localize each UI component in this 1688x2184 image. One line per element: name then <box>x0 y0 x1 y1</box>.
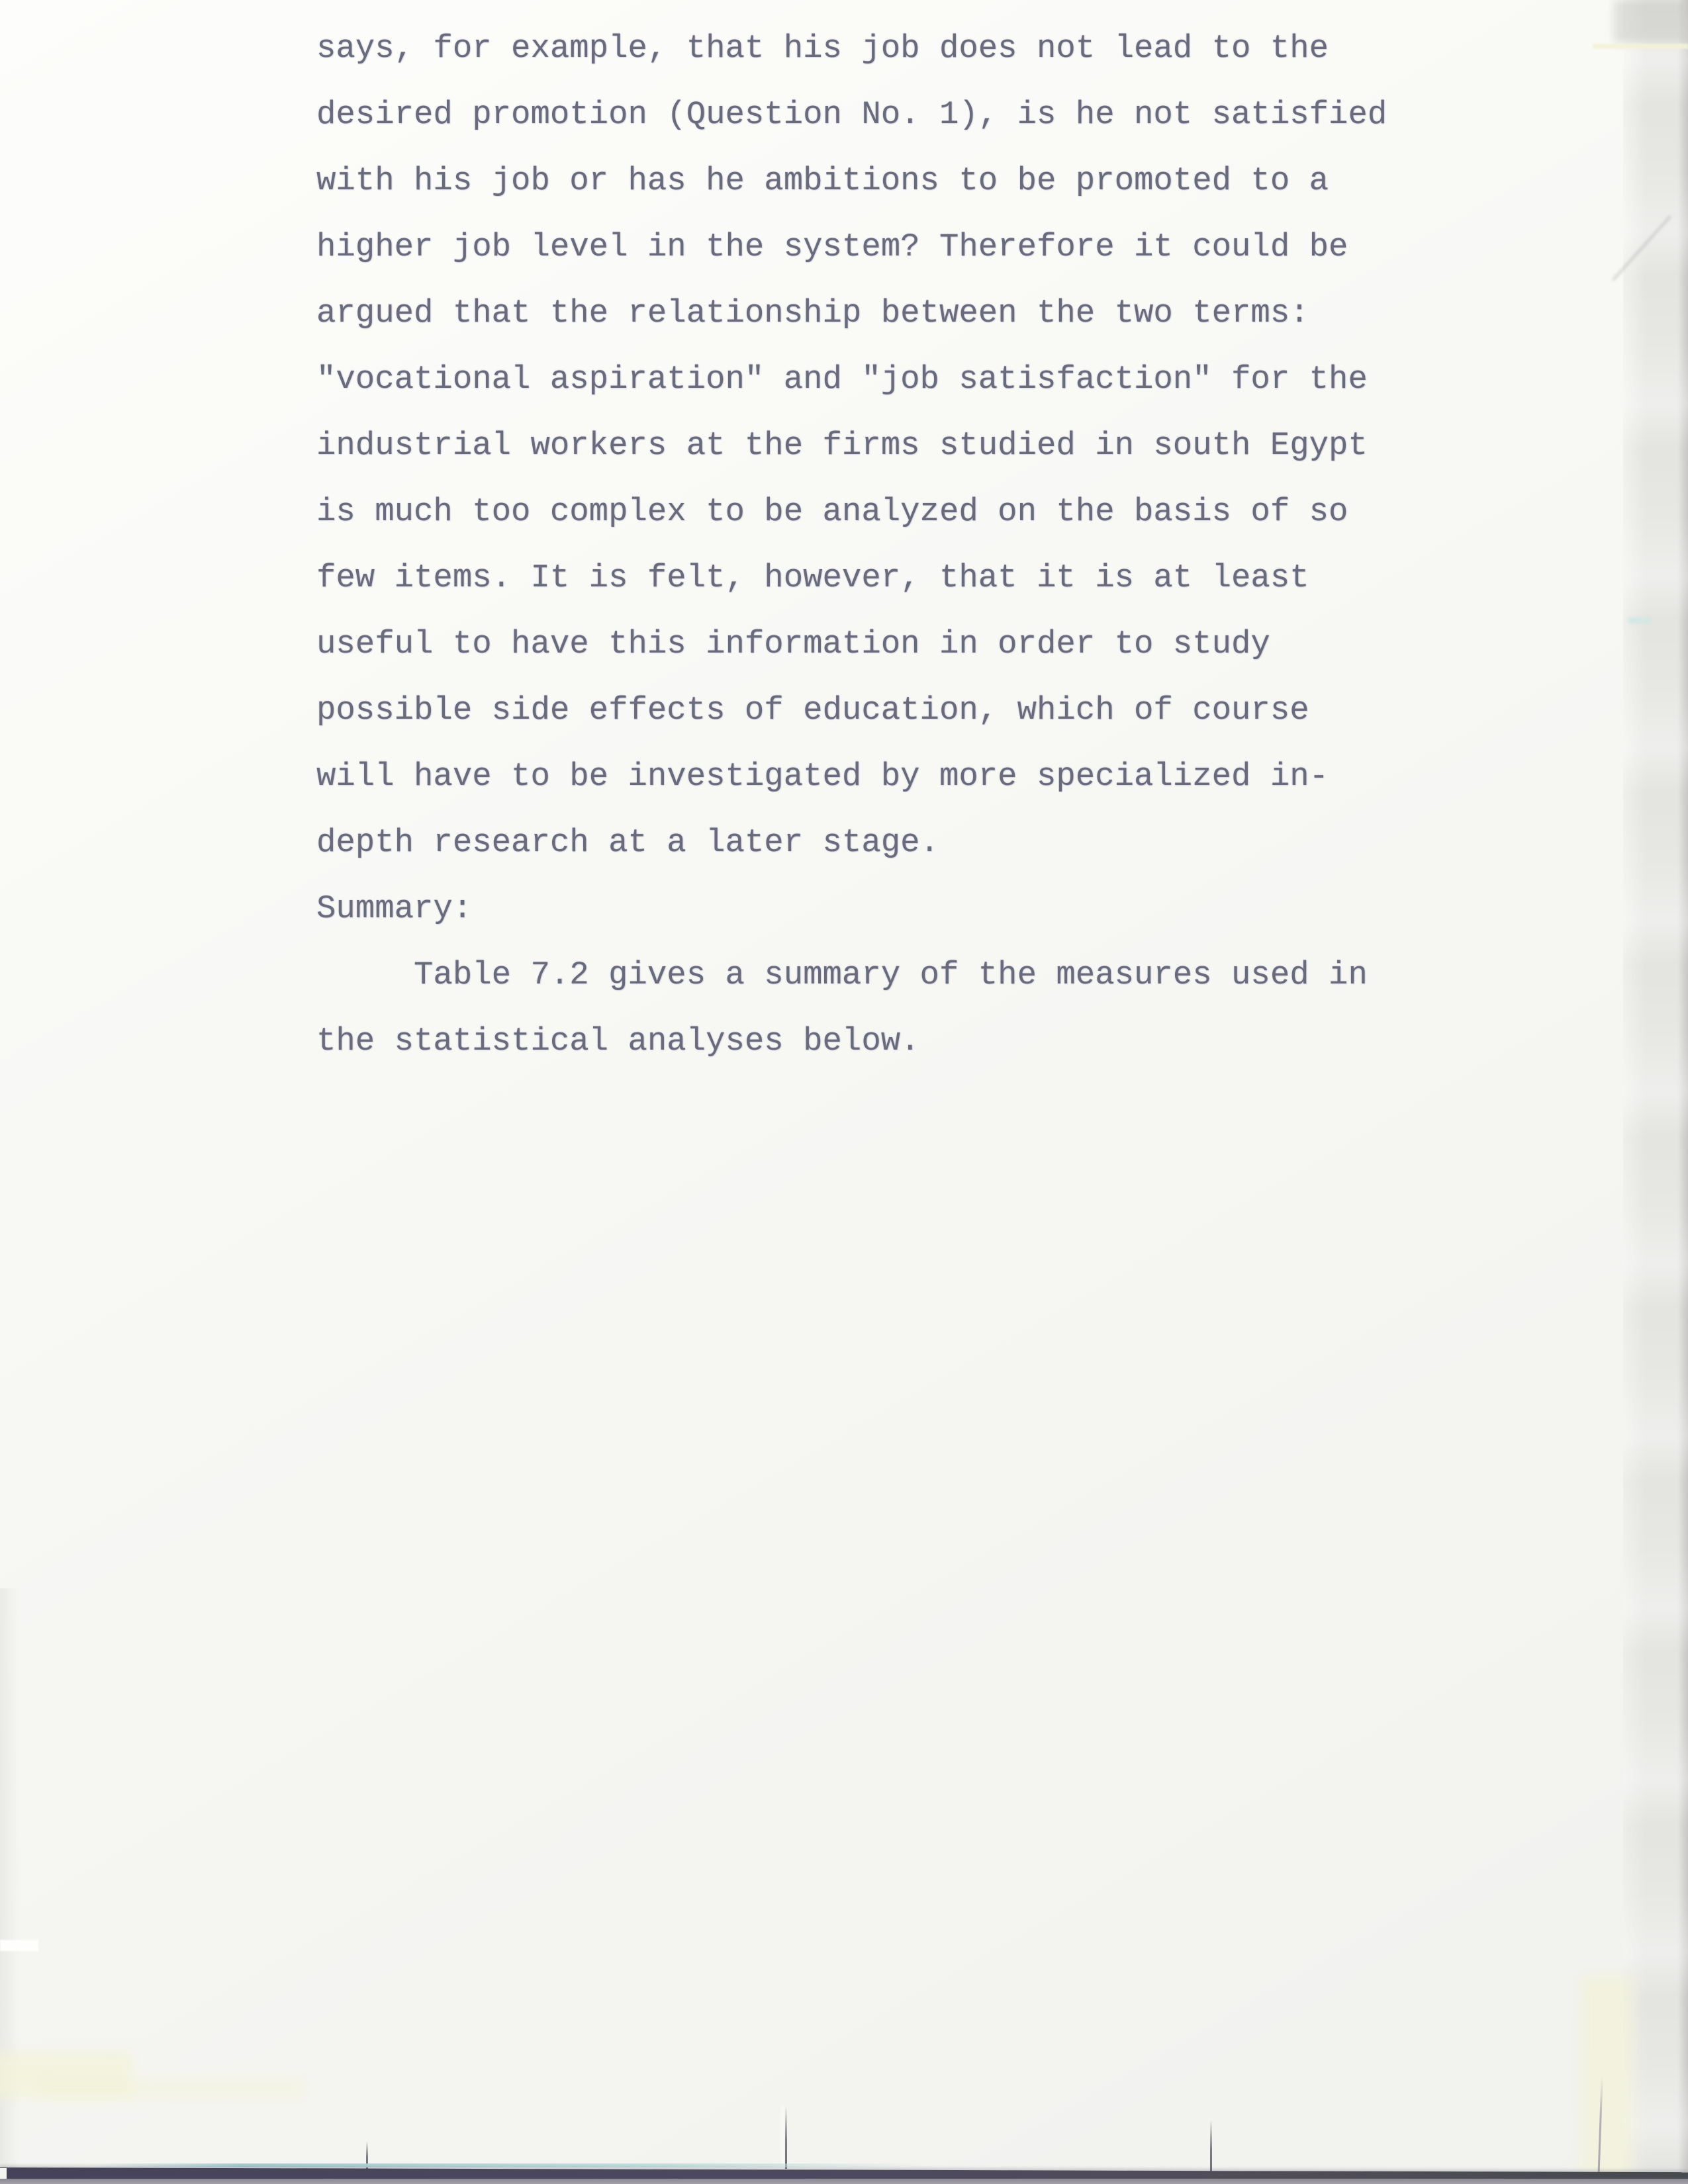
text-line: higher job level in the system? Therefore it could be <box>316 228 1348 265</box>
text-line: few items. It is felt, however, that it is at least <box>316 559 1309 596</box>
text-line: will have to be investigated by more specialized in- <box>316 758 1329 795</box>
text-line: Table 7.2 gives a summary of the measures used in <box>316 956 1368 993</box>
scan-discoloration-smudge <box>40 2077 305 2099</box>
text-line: possible side effects of education, which of course <box>316 692 1309 729</box>
scan-crease-needle <box>785 2107 787 2169</box>
text-line: depth research at a later stage. <box>316 824 939 861</box>
scan-discoloration-smudge <box>1581 1976 1634 2181</box>
text-line: with his job or has he ambitions to be promoted to a <box>316 162 1329 199</box>
scan-tint-line <box>93 2163 920 2167</box>
text-line: "vocational aspiration" and "job satisfaction" for the <box>316 361 1368 398</box>
scan-bottom-edge-line <box>0 2179 1688 2184</box>
scan-bottom-edge-gap <box>0 2168 7 2179</box>
scan-speck <box>1628 617 1651 623</box>
text-line: argued that the relationship between the two terms: <box>316 295 1309 332</box>
text-line: Summary: <box>316 890 473 927</box>
scan-crease-needle <box>1210 2120 1212 2173</box>
scan-edge-shadow-right <box>1623 0 1688 2184</box>
scan-corner-shadow-top-right <box>1614 0 1688 42</box>
text-line: says, for example, that his job does not lead to the <box>316 30 1329 67</box>
text-line: useful to have this information in order to study <box>316 625 1270 662</box>
text-line: the statistical analyses below. <box>316 1023 920 1060</box>
text-line: industrial workers at the firms studied in south Egypt <box>316 427 1368 464</box>
typewritten-text-block <box>316 15 1387 1074</box>
text-line: is much too complex to be analyzed on the basis of so <box>316 493 1348 530</box>
scan-white-notch <box>0 1940 38 1951</box>
scan-discoloration-line <box>1593 44 1688 49</box>
text-line: desired promotion (Question No. 1), is he not satisfied <box>316 96 1387 133</box>
